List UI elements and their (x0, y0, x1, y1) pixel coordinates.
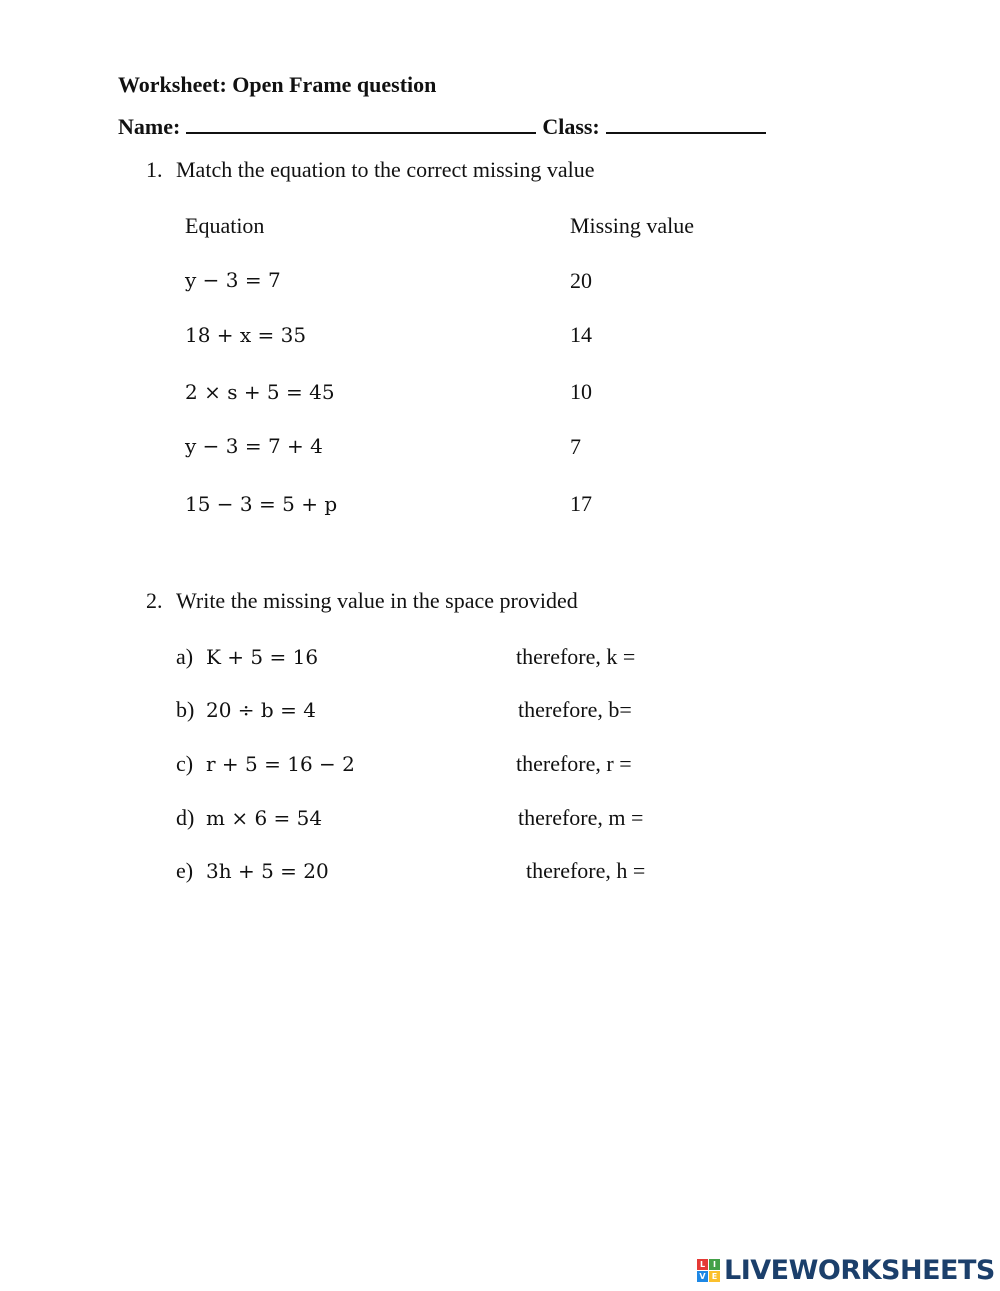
q2-item-label: d) (176, 805, 195, 830)
logo-mark-tile: I (709, 1259, 720, 1270)
q2-item-equation: 3h + 5 = 20 (206, 859, 329, 883)
q2-answer-e[interactable]: therefore, h = (526, 858, 646, 883)
q2-item-label: e) (176, 858, 194, 883)
missing-value-1[interactable]: 20 (570, 268, 592, 293)
equation-5[interactable]: 15 − 3 = 5 + p (185, 492, 338, 516)
q2-answer-b[interactable]: therefore, b= (518, 697, 632, 722)
name-field[interactable] (186, 114, 536, 134)
equation-1[interactable]: y − 3 = 7 (185, 268, 281, 292)
q2-item-a (176, 644, 318, 670)
equation-column-header: Equation (185, 213, 265, 238)
missing-value-column-header: Missing value (570, 213, 695, 238)
equation-2[interactable]: 18 + x = 35 (185, 323, 307, 347)
q2-item-equation: r + 5 = 16 − 2 (206, 752, 355, 776)
q2-item-equation: 20 ÷ b = 4 (206, 698, 316, 722)
q2-answer-c[interactable]: therefore, r = (516, 751, 632, 776)
name-class-line (118, 114, 772, 140)
equation-3[interactable]: 2 × s + 5 = 45 (185, 380, 335, 404)
q2-item-e (176, 858, 329, 884)
name-label: Name: (118, 114, 181, 139)
class-field[interactable] (606, 114, 766, 134)
logo-mark-tile: E (709, 1271, 720, 1282)
q2-answer-d[interactable]: therefore, m = (518, 805, 644, 830)
logo-mark-tile: V (697, 1271, 708, 1282)
missing-value-5[interactable]: 17 (570, 491, 592, 516)
question-1-number: 1. (146, 157, 163, 182)
missing-value-4[interactable]: 7 (570, 434, 581, 459)
q2-item-equation: m × 6 = 54 (206, 806, 323, 830)
logo-mark-icon (697, 1259, 720, 1282)
question-2-number: 2. (146, 588, 163, 613)
worksheet-title: Worksheet: Open Frame question (118, 72, 437, 97)
q2-item-b (176, 697, 316, 723)
question-2-prompt: Write the missing value in the space provided (176, 588, 578, 613)
q2-item-label: b) (176, 697, 195, 722)
class-label: Class: (542, 114, 600, 139)
q2-item-label: c) (176, 751, 194, 776)
q2-item-equation: K + 5 = 16 (206, 645, 319, 669)
equation-4[interactable]: y − 3 = 7 + 4 (185, 434, 323, 458)
q2-item-label: a) (176, 644, 194, 669)
question-1-prompt: Match the equation to the correct missing value (176, 157, 595, 182)
missing-value-3[interactable]: 10 (570, 379, 592, 404)
question-1 (146, 157, 594, 183)
logo-mark-tile: L (697, 1259, 708, 1270)
logo-text: LIVEWORKSHEETS (724, 1255, 995, 1286)
liveworksheets-logo (697, 1255, 995, 1286)
q2-answer-a[interactable]: therefore, k = (516, 644, 636, 669)
q2-item-c (176, 751, 355, 777)
q2-item-d (176, 805, 322, 831)
missing-value-2[interactable]: 14 (570, 322, 592, 347)
question-2 (146, 588, 578, 614)
